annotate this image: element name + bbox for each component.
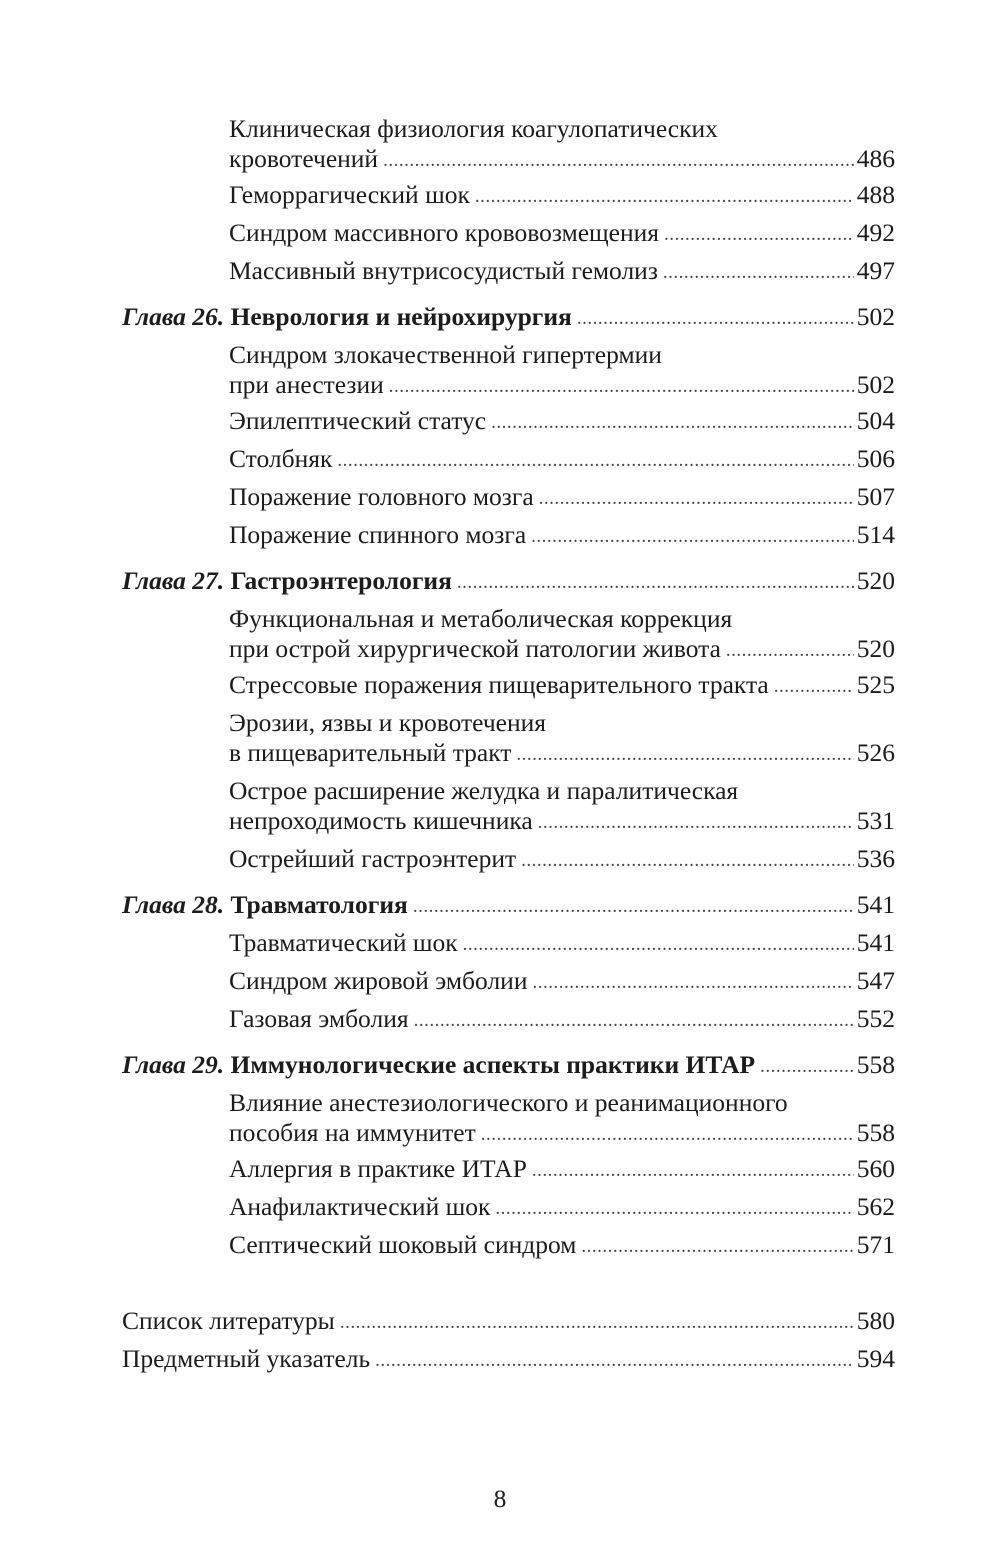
toc-entry[interactable]: [229, 966, 895, 996]
toc-line: [122, 1344, 895, 1374]
page-ref: 506: [856, 444, 895, 473]
dot-leader: [383, 143, 854, 176]
toc-line: [229, 806, 895, 836]
entry-title: Эпилептический статус: [229, 406, 487, 435]
dot-leader: [531, 519, 854, 552]
dot-leader: [581, 1229, 853, 1262]
page-ref: 504: [856, 406, 895, 435]
chapter-entry[interactable]: [122, 1050, 895, 1080]
dot-leader: [475, 179, 854, 212]
page-ref: 488: [856, 180, 895, 209]
page-ref: 558: [856, 1050, 895, 1079]
toc-line: [229, 406, 895, 436]
entry-title: Эрозии, язвы и кровотечения: [229, 708, 546, 737]
page-ref: 526: [856, 738, 895, 767]
dot-leader: [463, 927, 854, 960]
entry-title: Поражение головного мозга: [229, 482, 534, 511]
toc-entry[interactable]: [229, 482, 895, 512]
dot-leader: [532, 965, 853, 998]
toc-entry[interactable]: [229, 444, 895, 474]
toc-line: [229, 1230, 895, 1260]
entry-title: при анестезии: [229, 370, 384, 399]
entry-title: Столбняк: [229, 444, 333, 473]
page-ref: 531: [856, 806, 895, 835]
toc-entry[interactable]: [229, 928, 895, 958]
toc-entry[interactable]: [229, 844, 895, 874]
toc-line: [229, 670, 895, 700]
dot-leader: [481, 1117, 854, 1150]
page-ref: 497: [856, 256, 895, 285]
page-ref: 536: [856, 844, 895, 873]
toc-entry[interactable]: [229, 340, 895, 400]
toc-line: [229, 114, 895, 144]
toc-line: [229, 482, 895, 512]
toc-entry[interactable]: [229, 256, 895, 286]
toc-entry[interactable]: [229, 520, 895, 550]
entry-title: Газовая эмболия: [229, 1004, 409, 1033]
entry-title: Септический шоковый синдром: [229, 1230, 577, 1259]
toc-entry[interactable]: [229, 406, 895, 436]
chapter-label: Глава 28.: [122, 890, 225, 919]
entry-title: Аллергия в практике ИТАР: [229, 1154, 527, 1183]
dot-leader: [521, 843, 854, 876]
toc-entry[interactable]: [229, 670, 895, 700]
toc-line: [122, 302, 895, 332]
toc-line: [229, 928, 895, 958]
dot-leader: [375, 1343, 854, 1376]
toc-line: [122, 1050, 895, 1080]
page-ref: 560: [856, 1154, 895, 1183]
toc-line: [229, 844, 895, 874]
page-ref: 552: [856, 1004, 895, 1033]
entry-title: Анафилактический шок: [229, 1192, 491, 1221]
chapter-label: Глава 27.: [122, 566, 225, 595]
chapter-title: Неврология и нейрохирургия: [230, 302, 572, 331]
page-ref: 558: [856, 1118, 895, 1147]
page-ref: 502: [856, 302, 895, 331]
toc-line: [229, 1004, 895, 1034]
entry-title: Список литературы: [122, 1306, 335, 1335]
entry-title: Предметный указатель: [122, 1344, 371, 1373]
toc-entry[interactable]: [229, 1230, 895, 1260]
page-ref: 502: [856, 370, 895, 399]
dot-leader: [664, 217, 854, 250]
toc-entry[interactable]: [229, 1192, 895, 1222]
toc-line: [229, 738, 895, 768]
dot-leader: [413, 889, 854, 922]
entry-title: Синдром жировой эмболии: [229, 966, 528, 995]
toc-entry[interactable]: [229, 708, 895, 768]
toc-line: [229, 1192, 895, 1222]
page-ref: 541: [856, 928, 895, 957]
toc-line: [122, 566, 895, 596]
chapter-title: Травматология: [230, 890, 408, 919]
entry-title: Массивный внутрисосудистый гемолиз: [229, 256, 658, 285]
page-ref: 562: [856, 1192, 895, 1221]
toc-line: [229, 966, 895, 996]
entry-title: Геморрагический шок: [229, 180, 470, 209]
chapter-entry[interactable]: [122, 890, 895, 920]
toc-line: [229, 144, 895, 174]
page-ref: 520: [856, 634, 895, 663]
entry-title: Клиническая физиология коагулопатических: [229, 114, 718, 143]
dot-leader: [663, 255, 854, 288]
entry-title: пособия на иммунитет: [229, 1118, 476, 1147]
entry-title: непроходимость кишечника: [229, 806, 533, 835]
chapter-label: Глава 26.: [122, 302, 225, 331]
toc-line: [229, 1154, 895, 1184]
dot-leader: [516, 737, 853, 770]
dot-leader: [532, 1153, 854, 1186]
entry-title: Синдром злокачественной гипертермии: [229, 340, 662, 369]
dot-leader: [774, 669, 854, 702]
toc-line: [122, 890, 895, 920]
page-ref: 580: [856, 1306, 895, 1335]
toc-entry[interactable]: [229, 1004, 895, 1034]
page-ref: 514: [856, 520, 895, 549]
dot-leader: [340, 1305, 854, 1338]
toc-line: [229, 256, 895, 286]
toc-line: [229, 180, 895, 210]
entry-title: кровотечений: [229, 144, 379, 173]
toc-line: [122, 1306, 895, 1336]
dot-leader: [539, 481, 854, 514]
dot-leader: [491, 405, 854, 438]
toc-entry[interactable]: [229, 1154, 895, 1184]
toc-entry[interactable]: [229, 180, 895, 210]
toc-line: [229, 1088, 895, 1118]
toc-entry[interactable]: [122, 1344, 895, 1374]
toc-line: [229, 604, 895, 634]
entry-title: при острой хирургической патологии живота: [229, 634, 721, 663]
chapter-label: Глава 29.: [122, 1050, 225, 1079]
chapter-entry[interactable]: [122, 302, 895, 332]
chapter-title: Иммунологические аспекты практики ИТАР: [230, 1050, 756, 1079]
dot-leader: [538, 805, 854, 838]
page-number: 8: [493, 1484, 507, 1513]
entry-title: в пищеварительный тракт: [229, 738, 512, 767]
entry-title: Острейший гастроэнтерит: [229, 844, 517, 873]
entry-title: Поражение спинного мозга: [229, 520, 527, 549]
toc-entry[interactable]: [229, 114, 895, 174]
page-ref: 594: [856, 1344, 895, 1373]
page-ref: 520: [856, 566, 895, 595]
toc-entry[interactable]: [229, 604, 895, 664]
toc-line: [229, 776, 895, 806]
toc-entry[interactable]: [229, 1088, 895, 1148]
dot-leader: [495, 1191, 853, 1224]
dot-leader: [414, 1003, 854, 1036]
dot-leader: [577, 301, 854, 334]
toc-entry[interactable]: [122, 1306, 895, 1336]
toc-line: [229, 370, 895, 400]
entry-title: Травматический шок: [229, 928, 458, 957]
entry-title: Синдром массивного крововозмещения: [229, 218, 660, 247]
entry-title: Стрессовые поражения пищеварительного тракта: [229, 670, 769, 699]
dot-leader: [726, 633, 854, 666]
toc-line: [229, 634, 895, 664]
toc-line: [229, 708, 895, 738]
page-ref: 547: [856, 966, 895, 995]
page-ref: 492: [856, 218, 895, 247]
entry-title: Влияние анестезиологического и реанимационного: [229, 1088, 788, 1117]
toc-line: [229, 520, 895, 550]
page-ref: 486: [856, 144, 895, 173]
toc-entry[interactable]: [229, 776, 895, 836]
page-ref: 525: [856, 670, 895, 699]
page-ref: 541: [856, 890, 895, 919]
entry-title: Острое расширение желудка и паралитическая: [229, 776, 739, 805]
toc-entry[interactable]: [229, 218, 895, 248]
toc-line: [229, 1118, 895, 1148]
page-ref: 507: [856, 482, 895, 511]
toc-line: [229, 218, 895, 248]
toc-line: [229, 444, 895, 474]
entry-title: Функциональная и метаболическая коррекция: [229, 604, 733, 633]
page-ref: 571: [856, 1230, 895, 1259]
toc-line: [229, 340, 895, 370]
chapter-title: Гастроэнтерология: [230, 566, 452, 595]
dot-leader: [760, 1049, 854, 1082]
dot-leader: [389, 369, 854, 402]
dot-leader: [457, 565, 854, 598]
chapter-entry[interactable]: [122, 566, 895, 596]
dot-leader: [337, 443, 853, 476]
